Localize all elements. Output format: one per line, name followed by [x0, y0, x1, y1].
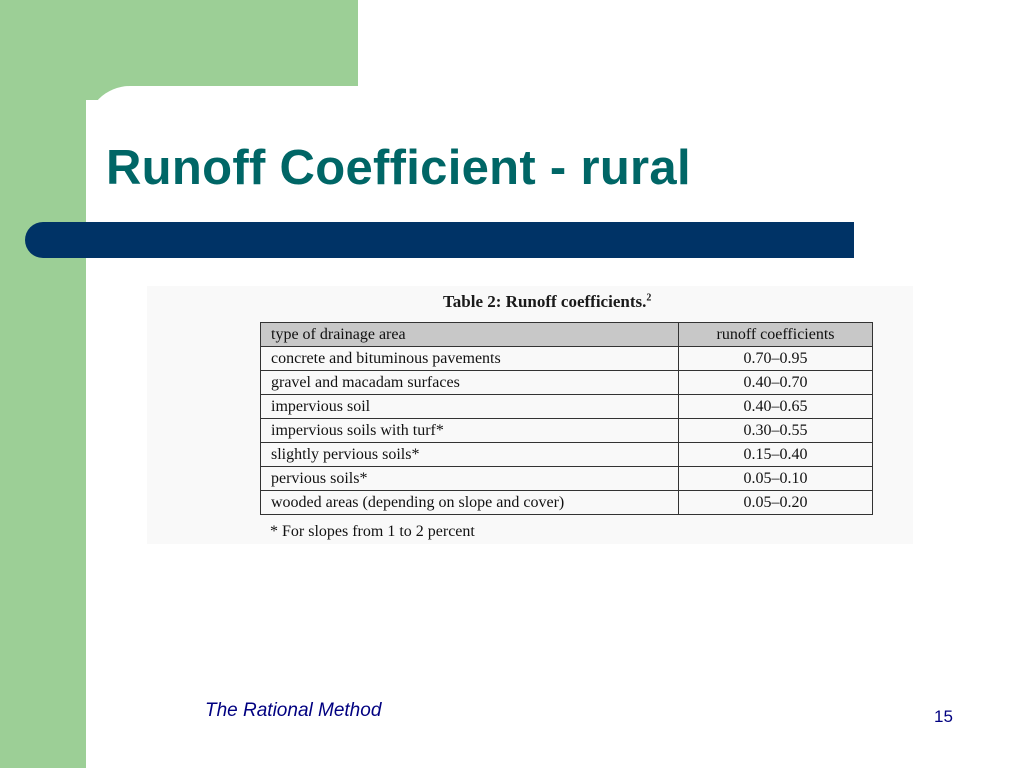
- drainage-area-cell: impervious soil: [261, 395, 679, 419]
- header-runoff-coefficients: runoff coefficients: [679, 323, 873, 347]
- page-number: 15: [934, 707, 953, 726]
- drainage-area-cell: pervious soils*: [261, 467, 679, 491]
- coefficient-cell: 0.15–0.40: [679, 443, 873, 467]
- coefficient-cell: 0.40–0.65: [679, 395, 873, 419]
- drainage-area-cell: impervious soils with turf*: [261, 419, 679, 443]
- table-row: [261, 491, 873, 515]
- coefficient-cell: 0.70–0.95: [679, 347, 873, 371]
- slide-title: Runoff Coefficient - rural: [106, 141, 691, 195]
- table-header-row: [261, 323, 873, 347]
- table-caption-text: Table 2: Runoff coefficients.: [443, 292, 647, 311]
- coefficient-cell: 0.30–0.55: [679, 419, 873, 443]
- drainage-area-cell: slightly pervious soils*: [261, 443, 679, 467]
- table-row: [261, 467, 873, 491]
- drainage-area-cell: wooded areas (depending on slope and cover): [261, 491, 679, 515]
- drainage-area-cell: gravel and macadam surfaces: [261, 371, 679, 395]
- table-row: [261, 443, 873, 467]
- table-footnote: * For slopes from 1 to 2 percent: [270, 523, 475, 540]
- footer-title: The Rational Method: [205, 700, 382, 721]
- coefficient-cell: 0.05–0.10: [679, 467, 873, 491]
- header-drainage-area: type of drainage area: [261, 323, 679, 347]
- table-row: [261, 347, 873, 371]
- table-row: [261, 419, 873, 443]
- runoff-coefficients-table: [260, 322, 873, 515]
- coefficient-cell: 0.40–0.70: [679, 371, 873, 395]
- coefficient-cell: 0.05–0.20: [679, 491, 873, 515]
- drainage-area-cell: concrete and bituminous pavements: [261, 347, 679, 371]
- table-caption: [443, 292, 651, 312]
- table-row: [261, 371, 873, 395]
- green-frame-left: [0, 0, 86, 768]
- title-underline-bar: [25, 222, 854, 258]
- table-row: [261, 395, 873, 419]
- table-caption-superscript: 2: [646, 292, 652, 304]
